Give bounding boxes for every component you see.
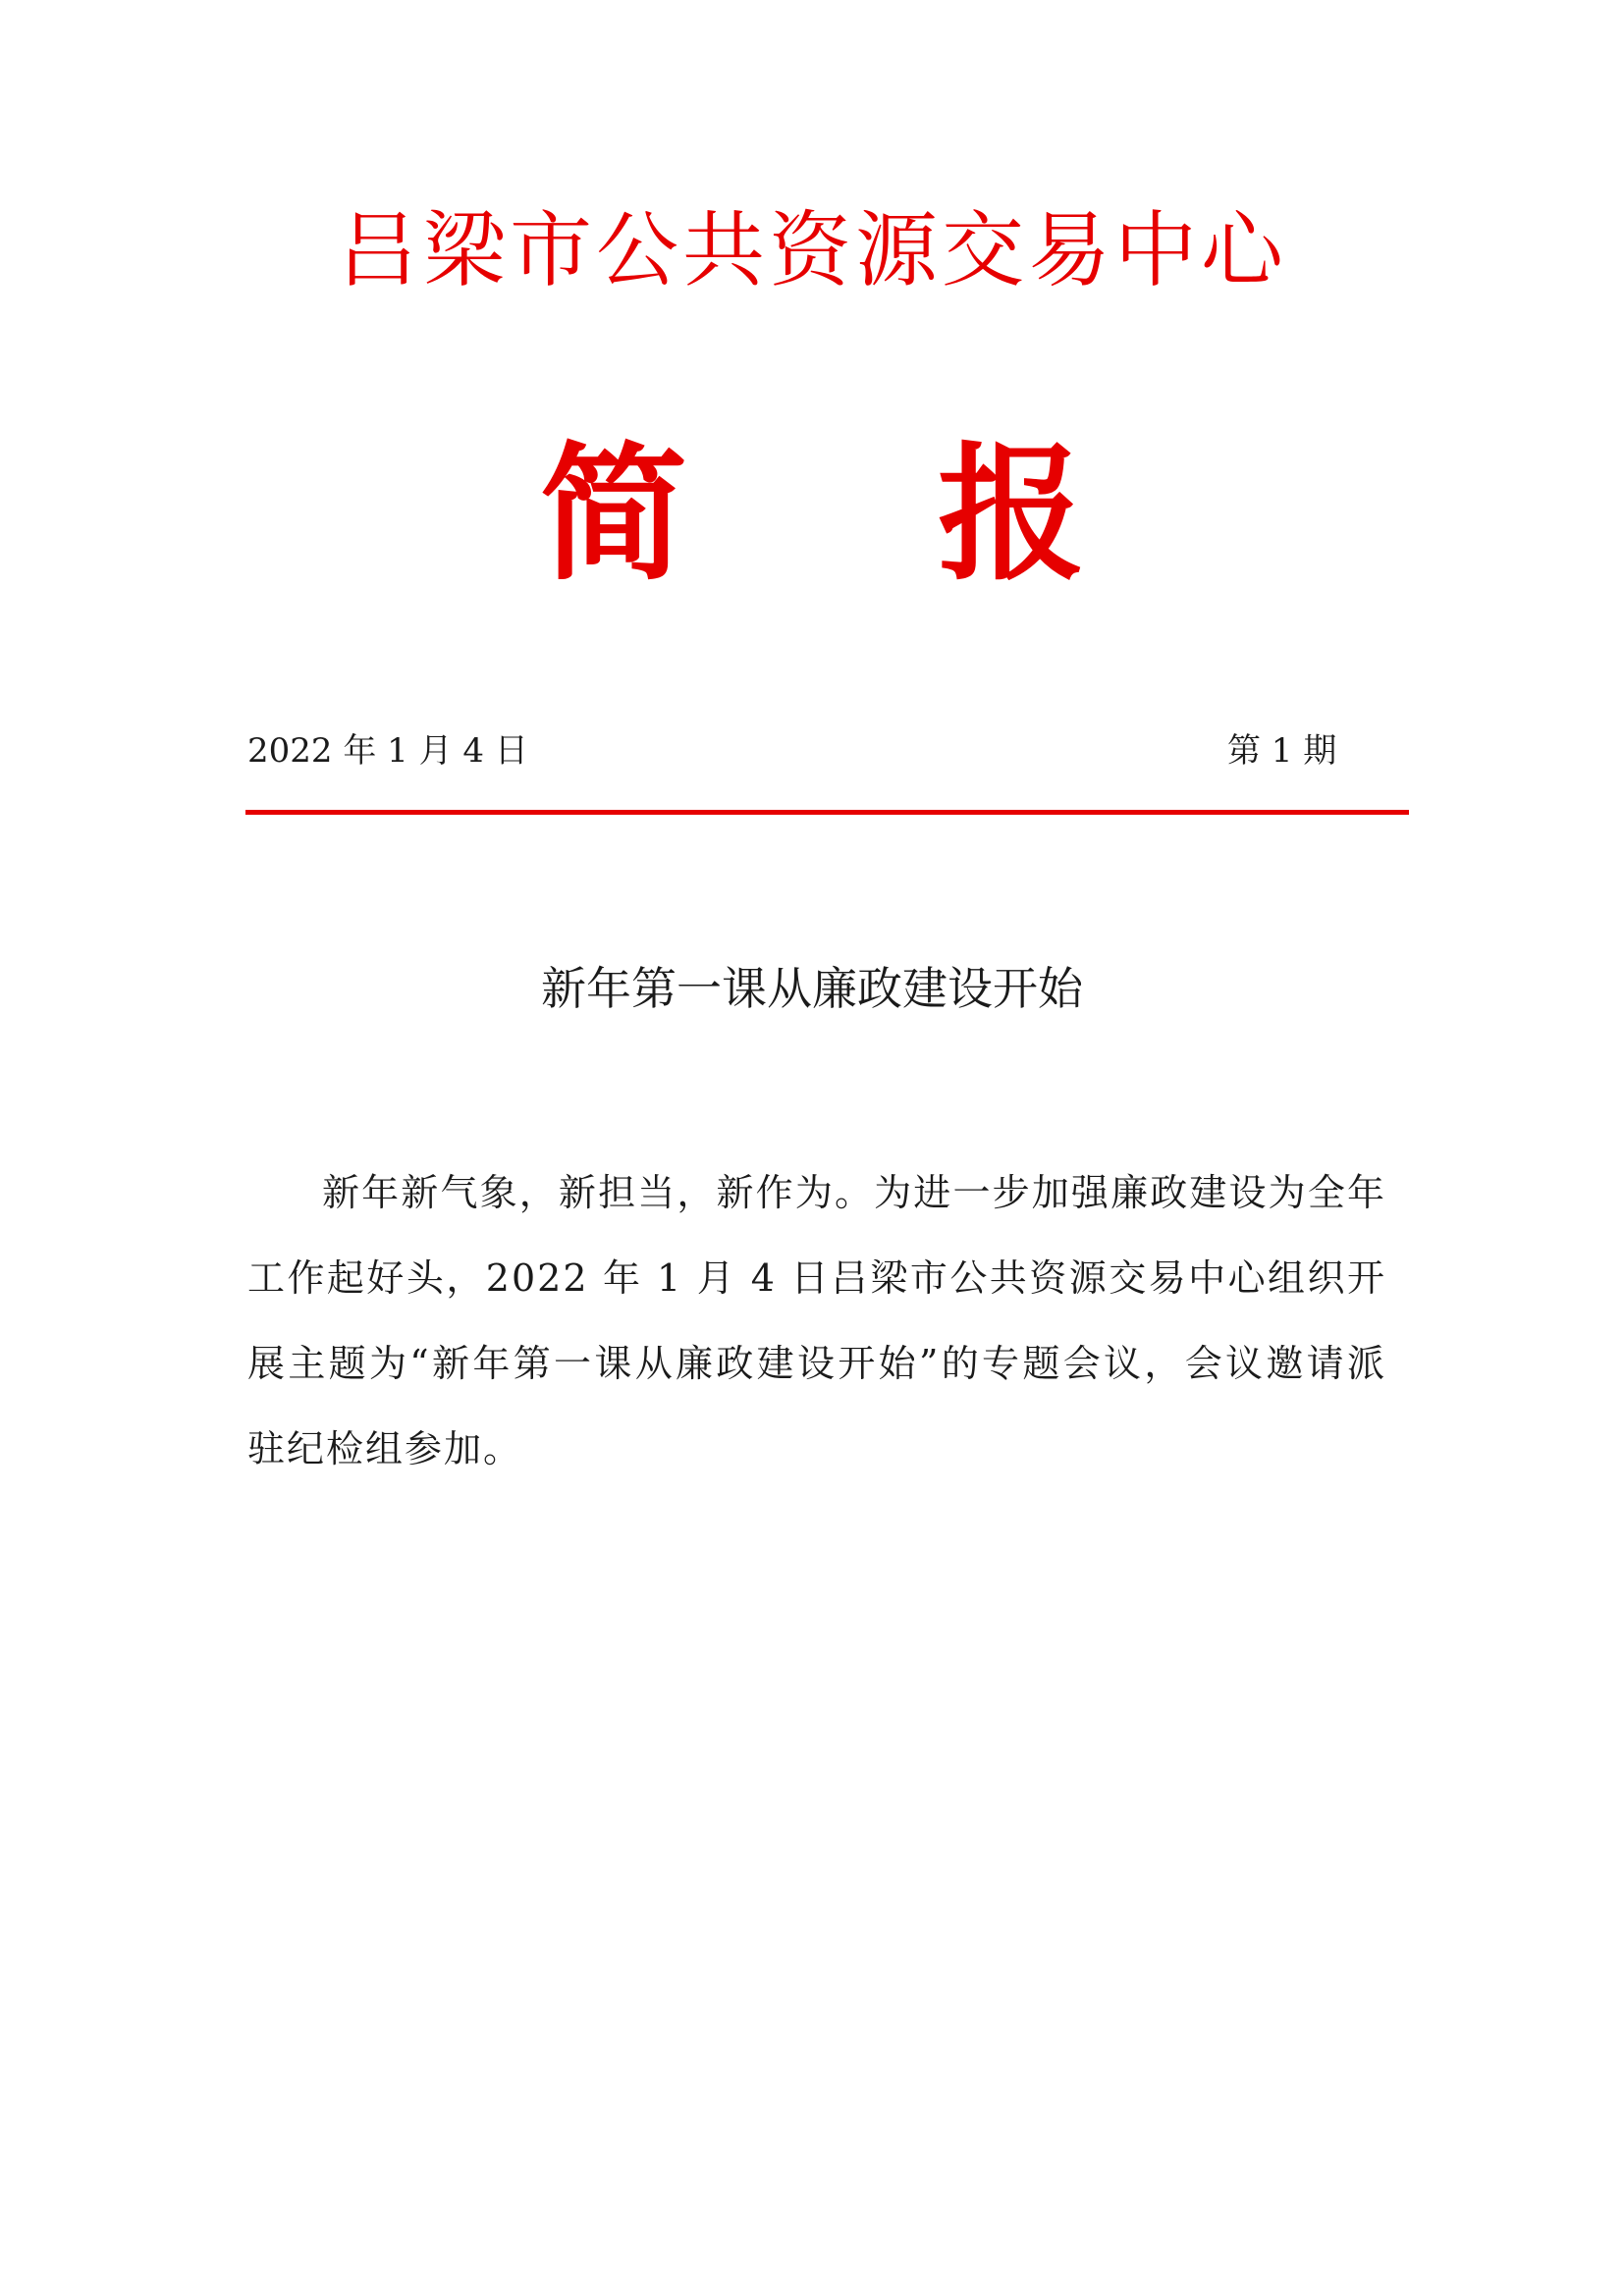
issue-number: 第 1 期	[1227, 731, 1337, 771]
article-title: 新年第一课从廉政建设开始	[541, 962, 1083, 1015]
organization-header: 吕梁市公共资源交易中心	[336, 202, 1287, 298]
header-divider	[245, 810, 1409, 815]
issue-date: 2022 年 1 月 4 日	[247, 731, 528, 771]
article-paragraph: 新年新气象，新担当，新作为。为进一步加强廉政建设为全年工作起好头，2022 年 1 月 4 日吕梁市公共资源交易中心组织开展主题为“新年第一课从廉政建设开始”的专题会议，会议邀请派驻纪检组参加。	[247, 1171, 1386, 1470]
doc-type-char-jian: 简	[540, 430, 688, 601]
doc-type-char-bao: 报	[938, 430, 1086, 601]
